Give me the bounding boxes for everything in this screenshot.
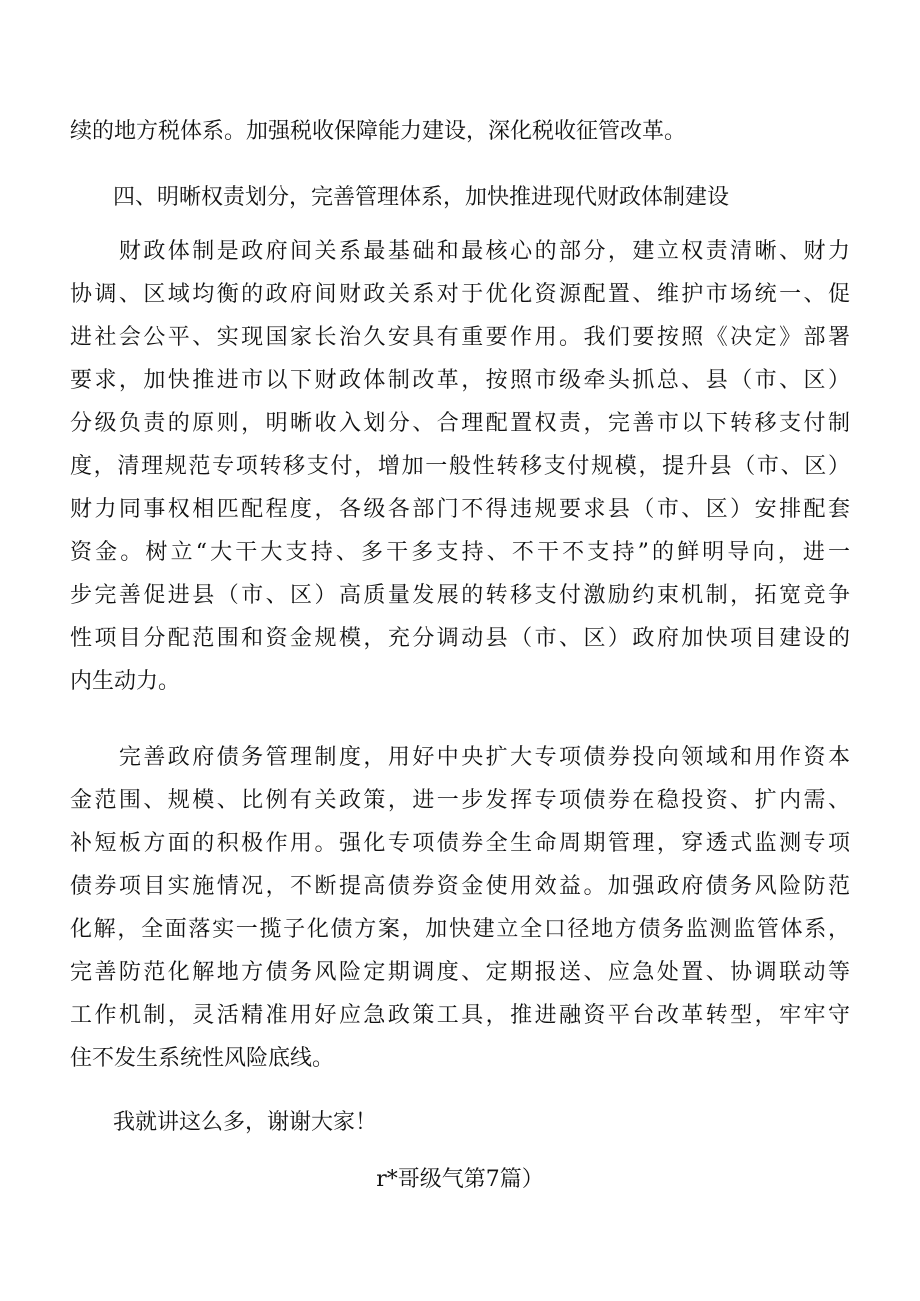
- paragraph-line: 性项目分配范围和资金规模，充分调动县（市、区）政府加快项目建设的: [70, 626, 850, 651]
- paragraph-line: 工作机制，灵活精准用好应急政策工具，推进融资平台改革转型，牢牢守: [70, 1003, 850, 1028]
- paragraph-line: 进社会公平、实现国家长治久安具有重要作用。我们要按照《决定》部署: [70, 325, 850, 350]
- paragraph-line: 住不发生系统性风险底线。: [70, 1046, 335, 1071]
- paragraph-line: 财力同事权相匹配程度，各级各部门不得违规要求县（市、区）安排配套: [70, 497, 850, 522]
- paragraph-line: 完善防范化解地方债务风险定期调度、定期报送、应急处置、协调联动等: [70, 960, 850, 985]
- section-heading: 四、明晰权责划分，完善管理体系，加快推进现代财政体制建设: [113, 185, 730, 210]
- continuation-line: 续的地方税体系。加强税收保障能力建设，深化税收征管改革。: [70, 119, 687, 144]
- paragraph-line: 债券项目实施情况，不断提高债券资金使用效益。加强政府债务风险防范: [70, 874, 850, 899]
- paragraph-line: 补短板方面的积极作用。强化专项债券全生命周期管理，穿透式监测专项: [70, 831, 850, 856]
- paragraph-line: 要求，加快推进市以下财政体制改革，按照市级牵头抓总、县（市、区）: [70, 368, 850, 393]
- paragraph-line: 内生动力。: [70, 669, 181, 694]
- paragraph-line: 分级负责的原则，明晰收入划分、合理配置权责，完善市以下转移支付制: [70, 411, 850, 436]
- footer-note: r*哥级气第7篇）: [376, 1167, 544, 1192]
- paragraph-line: 金范围、规模、比例有关政策，进一步发挥专项债券在稳投资、扩内需、: [70, 788, 850, 813]
- paragraph-line: 化解，全面落实一揽子化债方案，加快建立全口径地方债务监测监管体系，: [70, 917, 850, 942]
- paragraph-line: 财政体制是政府间关系最基础和最核心的部分，建立权责清晰、财力: [70, 239, 850, 264]
- paragraph-line: 步完善促进县（市、区）高质量发展的转移支付激励约束机制，拓宽竞争: [70, 583, 850, 608]
- paragraph-line: 资金。树立“大干大支持、多干多支持、不干不支持”的鲜明导向，进一: [70, 540, 850, 565]
- closing-remark: 我就讲这么多，谢谢大家！: [113, 1110, 378, 1135]
- paragraph-line: 度，清理规范专项转移支付，增加一般性转移支付规模，提升县（市、区）: [70, 454, 850, 479]
- paragraph-line: 完善政府债务管理制度，用好中央扩大专项债券投向领域和用作资本: [70, 745, 850, 770]
- paragraph-line: 协调、区域均衡的政府间财政关系对于优化资源配置、维护市场统一、促: [70, 282, 850, 307]
